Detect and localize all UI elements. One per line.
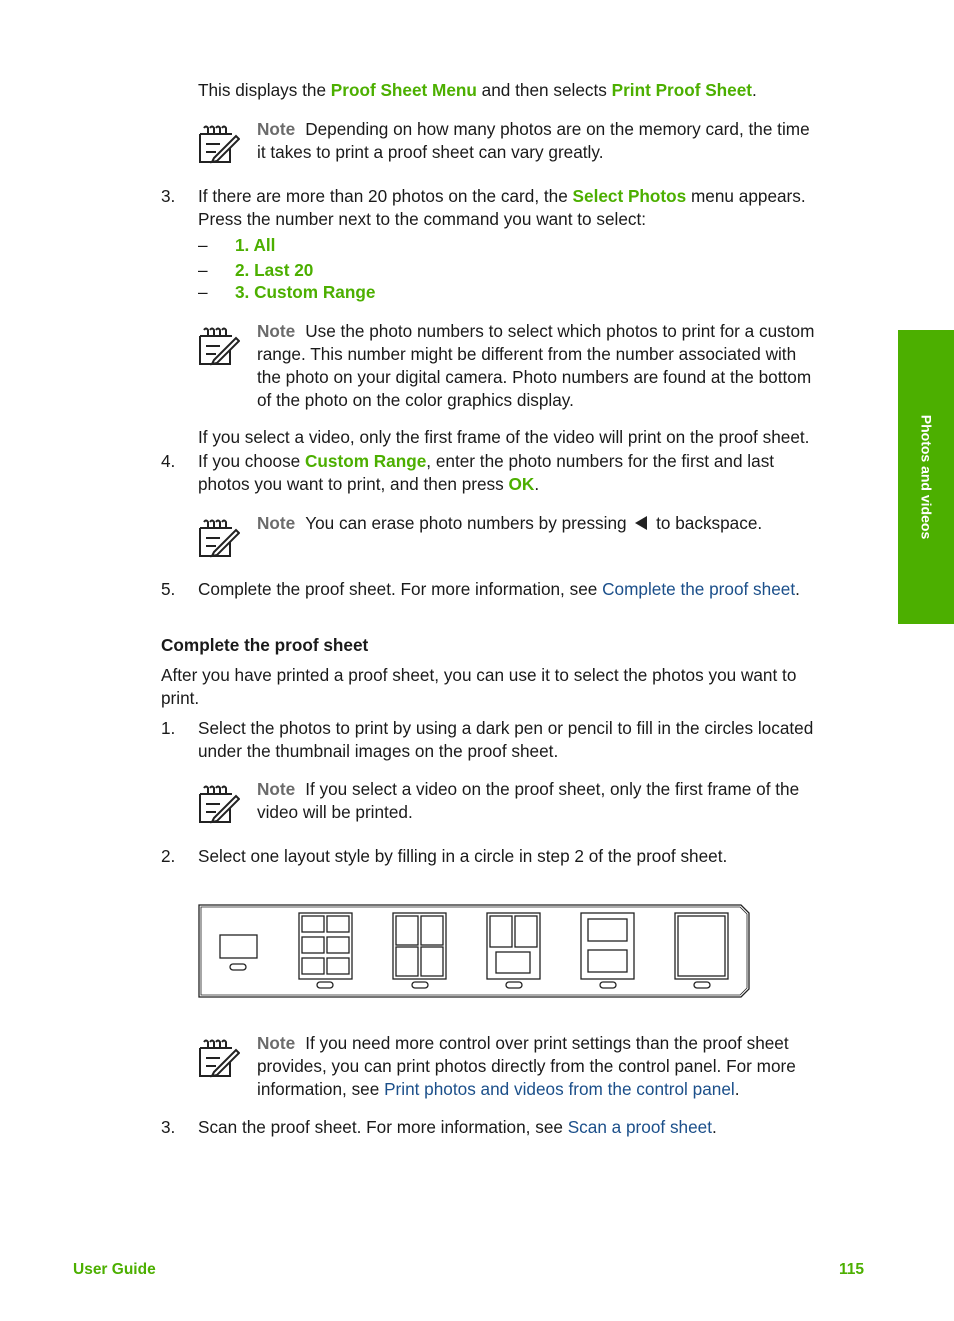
layout-option-six (299, 913, 352, 988)
layout-option-three (487, 913, 540, 988)
left-arrow-icon (633, 515, 649, 531)
step-number: 5. (161, 579, 176, 599)
step-number: 2. (161, 846, 176, 866)
note-1: Note Depending on how many photos are on the memory card, the time it takes to print a proof sheet can vary greatly. (257, 119, 810, 162)
cs-step-2-text: Select one layout style by filling in a circle in step 2 of the proof sheet. (198, 846, 728, 866)
step-number: 3. (161, 1117, 176, 1137)
ok-label: OK (508, 474, 535, 494)
section-heading: Complete the proof sheet (161, 635, 369, 655)
note-3: Note You can erase photo numbers by pressing to backspace. (257, 513, 763, 533)
print-proof-sheet-label: Print Proof Sheet (611, 80, 753, 100)
layout-option-full (675, 913, 728, 988)
layout-option-two (581, 913, 634, 988)
footer-title: User Guide (73, 1261, 156, 1278)
cs-step-1-text: Select the photos to print by using a dark pen or pencil to fill in the circles located under the thumbnail images on the proof sheet. (198, 718, 814, 761)
note-4: Note If you select a video on the proof sheet, only the first frame of the video will be printed. (257, 779, 800, 822)
note-icon (196, 782, 240, 826)
option-custom-range: 3. Custom Range (235, 282, 376, 302)
cs-step-3-text: Scan the proof sheet. For more information, see Scan a proof sheet. (198, 1117, 717, 1137)
step-number: 1. (161, 718, 176, 738)
intro-text: This displays the Proof Sheet Menu and then selects Print Proof Sheet. (198, 80, 757, 100)
proof-sheet-menu-label: Proof Sheet Menu (330, 80, 477, 100)
note-icon (196, 122, 240, 166)
option-last-20: 2. Last 20 (235, 260, 314, 280)
note-icon (196, 1036, 240, 1080)
step-number: 3. (161, 186, 176, 206)
note-icon (196, 324, 240, 368)
note-5: Note If you need more control over print settings than the proof sheet provides, you can print photos directly from the control panel. For more information, see Print photos and videos from the control panel. (257, 1033, 796, 1099)
complete-proof-sheet-link[interactable]: Complete the proof sheet (602, 579, 796, 599)
note-icon (196, 516, 240, 560)
layout-style-illustration (196, 902, 752, 1000)
chapter-side-tab: Photos and videos (898, 330, 954, 624)
layout-option-four (393, 913, 446, 988)
print-from-control-panel-link[interactable]: Print photos and videos from the control panel (384, 1079, 735, 1099)
select-photos-label: Select Photos (572, 186, 687, 206)
page-number: 115 (839, 1261, 865, 1278)
step-number: 4. (161, 451, 176, 471)
step-3-text: If there are more than 20 photos on the card, the Select Photos menu appears. Press the number next to the command you want to select: (198, 186, 806, 229)
custom-range-label: Custom Range (305, 451, 427, 471)
step-4-text: If you choose Custom Range, enter the photo numbers for the first and last photos you want to print, and then press OK. (198, 451, 775, 494)
option-all: 1. All (235, 235, 276, 255)
section-intro: After you have printed a proof sheet, you can use it to select the photos you want to print. (161, 665, 797, 708)
video-paragraph: If you select a video, only the first frame of the video will print on the proof sheet. (198, 427, 810, 447)
layout-option-small (220, 935, 257, 970)
note-2: Note Use the photo numbers to select which photos to print for a custom range. This number might be different from the number associated with the photo on your digital camera. Photo numbers are found at the bottom of the photo on the color graphics display. (257, 321, 815, 410)
scan-proof-sheet-link[interactable]: Scan a proof sheet (567, 1117, 712, 1137)
step-5-text: Complete the proof sheet. For more information, see Complete the proof sheet. (198, 579, 800, 599)
